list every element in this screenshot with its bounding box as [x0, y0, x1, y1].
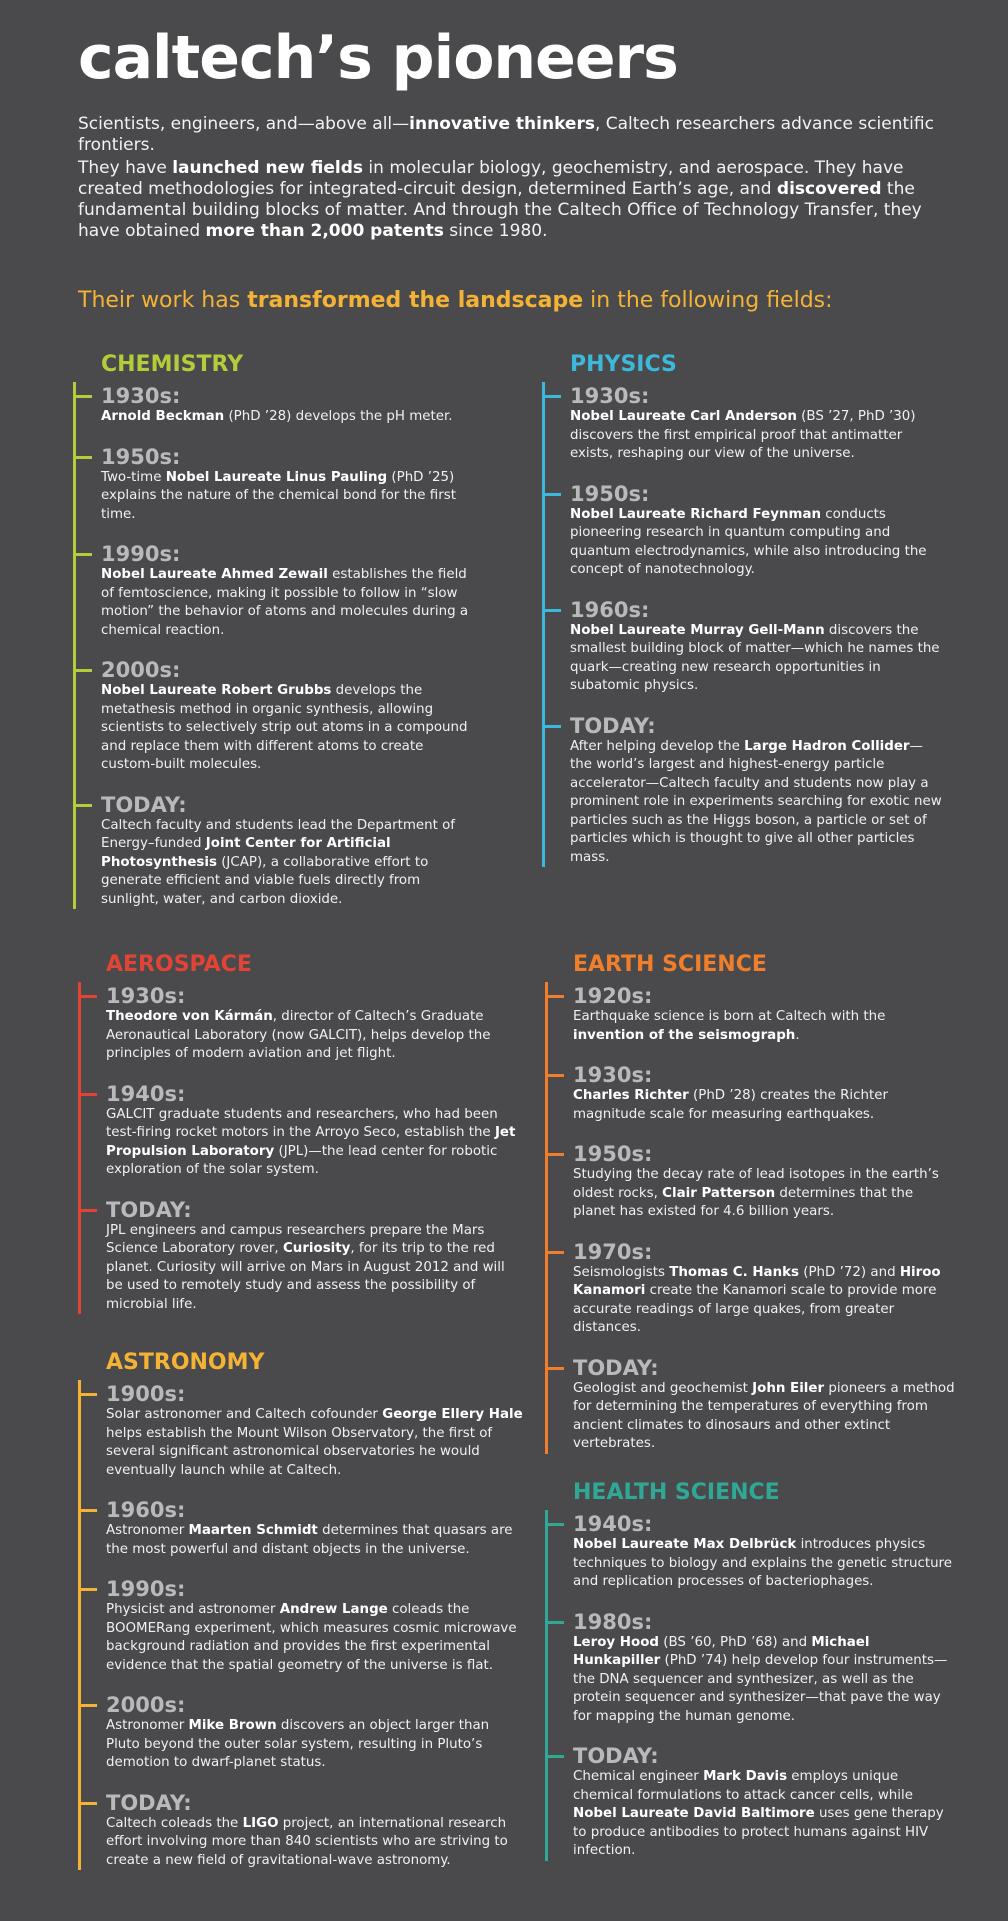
- section-title: EARTH SCIENCE: [573, 952, 767, 977]
- bold-text: Mike Brown: [188, 1718, 277, 1733]
- entry-description: [106, 1815, 523, 1871]
- era-label: 2000s:: [101, 658, 181, 682]
- bold-text: Thomas C. Hanks: [669, 1264, 799, 1280]
- timeline: [73, 382, 473, 909]
- text: the fundamental building blocks of matter. And through the Caltech Office of Technology Transfer, they have obtained: [78, 179, 922, 241]
- text: Studying the decay rate of lead isotopes in the earth’s oldest rocks,: [573, 1167, 939, 1201]
- timeline-entry: [570, 482, 942, 580]
- timeline-entry: [573, 1240, 955, 1338]
- text: After helping develop the: [570, 738, 745, 754]
- entry-description: [573, 1768, 955, 1861]
- entry-description: [106, 1222, 523, 1315]
- section-aerospace: [78, 952, 523, 1314]
- text: (JPL)—the lead center for robotic exploration of the solar system.: [106, 1143, 498, 1177]
- bold-text: Charles Richter: [573, 1088, 689, 1103]
- section-title: CHEMISTRY: [101, 352, 244, 377]
- fields-tagline: [78, 288, 833, 313]
- text: uses gene therapy to produce antibodies to protect humans against HIV infection.: [573, 1806, 944, 1858]
- text: employs unique chemical formulations to attack cancer cells, while: [573, 1769, 913, 1803]
- timeline-entry: [573, 1356, 955, 1454]
- bold-text: Leroy Hood: [573, 1634, 659, 1650]
- text: .: [795, 1027, 800, 1043]
- entry-description: [106, 1008, 523, 1064]
- text: (PhD ’74) help develop four instruments—the DNA sequencer and synthesizer, as well as the protein sequencer and synthesizer—that pave the way for mapping the human genome.: [573, 1653, 948, 1724]
- entry-description: [573, 1087, 955, 1124]
- entry-description: [570, 506, 942, 580]
- era-label: TODAY:: [573, 1355, 659, 1380]
- bold-text: more than 2,000 patents: [205, 221, 444, 241]
- era-label: TODAY:: [570, 713, 656, 738]
- section-title: HEALTH SCIENCE: [573, 1480, 780, 1505]
- section-physics: [542, 352, 942, 867]
- entry-description: [106, 1406, 523, 1480]
- bold-text: Nobel Laureate Carl Anderson: [570, 409, 797, 424]
- bold-text: Maarten Schmidt: [188, 1523, 318, 1538]
- bold-text: discovered: [776, 179, 882, 199]
- text: determines that the planet has existed for 4.6 billion years.: [573, 1185, 914, 1219]
- era-label: 1990s:: [101, 542, 181, 566]
- text: (PhD ’25) explains the nature of the chemical bond for the first time.: [101, 469, 456, 522]
- text: (BS ’60, PhD ’68) and: [659, 1634, 812, 1650]
- text: coleads the BOOMERang experiment, which measures cosmic microwave background radiation and provides the first experimental evidence that the spatial geometry of the universe is flat.: [106, 1602, 517, 1673]
- text: —the world’s largest and highest-energy particle accelerator—Caltech faculty and students now play a prominent role in experiments searching for exotic new particles such as the Higgs boson, a particle or set of particles which is thought to give all other particles mass.: [570, 738, 942, 865]
- text: Their work has: [78, 288, 248, 313]
- bold-text: launched new fields: [172, 158, 364, 178]
- era-label: 1950s:: [101, 444, 181, 469]
- bold-text: George Ellery Hale: [382, 1407, 523, 1422]
- entry-description: [573, 1008, 955, 1045]
- text: conducts pioneering research in quantum computing and quantum electrodynamics, while also introducing the concept of nanotechnology.: [570, 506, 927, 577]
- timeline-entry: [101, 384, 473, 427]
- bold-text: Nobel Laureate Max Delbrück: [573, 1537, 797, 1552]
- era-label: 1920s:: [573, 984, 653, 1008]
- timeline-entry: [573, 1610, 955, 1727]
- era-label: 1950s:: [570, 481, 650, 506]
- text: Caltech coleads the: [106, 1815, 243, 1831]
- text: , Caltech researchers advance scientific frontiers.: [78, 114, 934, 155]
- section-title: ASTRONOMY: [106, 1350, 265, 1375]
- bold-text: John Eiler: [752, 1380, 825, 1396]
- era-label: 1930s:: [101, 384, 181, 408]
- text: introduces physics techniques to biology and explains the genetic structure and replication processes of bacteriophages.: [573, 1537, 953, 1589]
- entry-description: [573, 1166, 955, 1222]
- timeline-entry: [106, 1498, 523, 1559]
- era-label: 1950s:: [573, 1142, 653, 1166]
- entry-description: [106, 1106, 523, 1180]
- timeline-entry: [106, 1791, 523, 1871]
- text: (JCAP), a collaborative effort to generate efficient and viable fuels directly from sunlight, water, and carbon dioxide.: [101, 854, 429, 907]
- era-label: 1930s:: [573, 1063, 653, 1087]
- text: helps establish the Mount Wilson Observatory, the first of several significant astronomical observatories he would eventually launch while at Caltech.: [106, 1425, 493, 1478]
- bold-text: Large Hadron Collider: [744, 738, 910, 754]
- bold-text: Curiosity: [282, 1241, 351, 1256]
- bold-text: transformed the landscape: [247, 288, 584, 313]
- text: Caltech faculty and students lead the Department of Energy–funded: [101, 817, 456, 851]
- era-label: 1980s:: [573, 1609, 653, 1634]
- text: (PhD ’72) and: [798, 1264, 900, 1280]
- era-label: 1940s:: [573, 1512, 653, 1536]
- entry-description: [570, 622, 942, 696]
- bold-text: Andrew Lange: [279, 1602, 388, 1617]
- text: discovers the smallest building block of matter—which he names the quark—creating new research opportunities in subatomic physics.: [570, 622, 940, 693]
- era-label: 1990s:: [106, 1577, 186, 1601]
- text: establishes the field of femtoscience, making it possible to follow in “slow motion” the behavior of atoms and molecules during a chemical reaction.: [101, 567, 469, 638]
- text: They have: [78, 158, 173, 178]
- entry-description: [573, 1264, 955, 1338]
- text: pioneers a method for determining the temperatures of everything from ancient climates to dinosaurs and other extinct vertebrates.: [573, 1380, 955, 1451]
- timeline-entry: [106, 1198, 523, 1315]
- timeline-entry: [106, 984, 523, 1064]
- text: Astronomer: [106, 1523, 189, 1538]
- text: Earthquake science is born at Caltech with the: [573, 1009, 886, 1024]
- timeline-entry: [106, 1577, 523, 1675]
- text: (PhD ’28) develops the pH meter.: [224, 409, 453, 424]
- text: , director of Caltech’s Graduate Aeronautical Laboratory (now GALCIT), helps develop the principles of modern aviation and jet flight.: [106, 1009, 491, 1061]
- text: since 1980.: [443, 221, 548, 241]
- timeline-entry: [106, 1693, 523, 1773]
- text: Physicist and astronomer: [106, 1602, 280, 1617]
- era-label: 1970s:: [573, 1239, 653, 1264]
- text: Chemical engineer: [573, 1769, 704, 1784]
- era-label: TODAY:: [573, 1744, 659, 1768]
- text: , for its trip to the red planet. Curiosity will arrive on Mars in August 2012 and will be used to remotely study and assess the possibility of microbial life.: [106, 1241, 505, 1312]
- timeline: [542, 382, 942, 867]
- bold-text: Nobel Laureate David Baltimore: [573, 1806, 815, 1821]
- entry-description: [101, 566, 473, 640]
- section-health-science: [545, 1480, 955, 1861]
- entry-description: [106, 1717, 523, 1773]
- timeline-entry: [570, 384, 942, 464]
- bold-text: LIGO: [242, 1815, 279, 1831]
- timeline: [78, 1380, 523, 1870]
- entry-description: [573, 1634, 955, 1727]
- entry-description: [573, 1380, 955, 1454]
- timeline-entry: [101, 658, 473, 775]
- entry-description: [570, 738, 942, 868]
- era-label: 1900s:: [106, 1382, 186, 1406]
- text: Astronomer: [106, 1718, 189, 1733]
- entry-description: [106, 1522, 523, 1559]
- page-title: caltech’s pioneers: [78, 23, 678, 93]
- timeline-entry: [573, 1512, 955, 1592]
- text: Geologist and geochemist: [573, 1380, 753, 1396]
- bold-text: Nobel Laureate Robert Grubbs: [101, 683, 332, 698]
- intro-paragraph-1: [78, 114, 938, 156]
- bold-text: Nobel Laureate Ahmed Zewail: [101, 567, 328, 582]
- text: discovers an object larger than Pluto beyond the outer solar system, resulting in Pluto’s demotion to dwarf-planet status.: [106, 1718, 490, 1770]
- bold-text: Mark Davis: [703, 1769, 788, 1784]
- bold-text: Hiroo Kanamori: [573, 1264, 941, 1298]
- section-chemistry: [73, 352, 473, 909]
- text: (BS ’27, PhD ’30) discovers the first empirical proof that antimatter exists, reshaping our view of the universe.: [570, 409, 916, 461]
- era-label: 1960s:: [570, 597, 650, 622]
- text: in molecular biology, geochemistry, and aerospace. They have created methodologies for integrated-circuit design, determined Earth’s age, and: [78, 158, 904, 199]
- bold-text: Nobel Laureate Linus Pauling: [165, 469, 388, 485]
- era-label: TODAY:: [106, 1790, 192, 1815]
- era-label: 1940s:: [106, 1081, 186, 1106]
- bold-text: Jet Propulsion Laboratory: [106, 1125, 516, 1159]
- bold-text: Nobel Laureate Richard Feynman: [570, 506, 822, 522]
- bold-text: Michael Hunkapiller: [573, 1634, 870, 1668]
- section-earth-science: [545, 952, 955, 1454]
- section-astronomy: [78, 1350, 523, 1870]
- entry-description: [573, 1536, 955, 1592]
- text: JPL engineers and campus researchers prepare the Mars Science Laboratory rover,: [106, 1222, 485, 1256]
- text: Solar astronomer and Caltech cofounder: [106, 1407, 383, 1422]
- timeline-entry: [101, 542, 473, 640]
- timeline: [78, 982, 523, 1314]
- entry-description: [570, 408, 942, 464]
- bold-text: Nobel Laureate Murray Gell-Mann: [570, 622, 825, 638]
- text: in the following fields:: [583, 288, 833, 313]
- bold-text: Arnold Beckman: [101, 409, 225, 424]
- text: determines that quasars are the most powerful and distant objects in the universe.: [106, 1523, 513, 1557]
- bold-text: innovative thinkers: [409, 114, 595, 134]
- timeline-entry: [101, 793, 473, 910]
- era-label: TODAY:: [106, 1197, 192, 1222]
- entry-description: [106, 1601, 523, 1675]
- text: develops the metathesis method in organic synthesis, allowing scientists to selectively strip out atoms in a compound and replace them with different atoms to create custom-built molecules.: [101, 683, 468, 772]
- era-label: TODAY:: [101, 792, 187, 817]
- section-title: AEROSPACE: [106, 952, 252, 977]
- text: Two-time: [101, 469, 166, 485]
- entry-description: [101, 408, 473, 427]
- timeline-entry: [106, 1082, 523, 1180]
- bold-text: Clair Patterson: [662, 1185, 776, 1201]
- timeline-entry: [101, 445, 473, 525]
- timeline-entry: [573, 1063, 955, 1124]
- era-label: 1930s:: [570, 384, 650, 408]
- era-label: 1960s:: [106, 1498, 186, 1522]
- era-label: 1930s:: [106, 984, 186, 1008]
- timeline: [545, 982, 955, 1454]
- entry-description: [101, 817, 473, 910]
- text: (PhD ’28) creates the Richter magnitude scale for measuring earthquakes.: [573, 1088, 888, 1122]
- text: project, an international research effort involving more than 840 scientists who are striving to create a new field of gravitational-wave astronomy.: [106, 1815, 508, 1868]
- text: Seismologists: [573, 1264, 670, 1280]
- timeline-entry: [573, 984, 955, 1045]
- text: Scientists, engineers, and—above all—: [78, 114, 410, 134]
- timeline-entry: [570, 598, 942, 696]
- text: create the Kanamori scale to provide more accurate readings of large quakes, from greater distances.: [573, 1283, 937, 1335]
- timeline: [545, 1510, 955, 1861]
- bold-text: invention of the seismograph: [573, 1027, 796, 1043]
- entry-description: [101, 682, 473, 775]
- era-label: 2000s:: [106, 1693, 186, 1717]
- timeline-entry: [570, 714, 942, 868]
- intro-paragraph-2: [78, 158, 938, 242]
- bold-text: Theodore von Kármán: [106, 1009, 273, 1024]
- bold-text: Joint Center for Artificial Photosynthesis: [101, 836, 391, 870]
- section-title: PHYSICS: [570, 352, 677, 377]
- timeline-entry: [106, 1382, 523, 1480]
- timeline-entry: [573, 1744, 955, 1861]
- entry-description: [101, 469, 473, 525]
- timeline-entry: [573, 1142, 955, 1222]
- text: GALCIT graduate students and researchers, who had been test-firing rocket motors in the Arroyo Seco, establish the: [106, 1106, 498, 1140]
